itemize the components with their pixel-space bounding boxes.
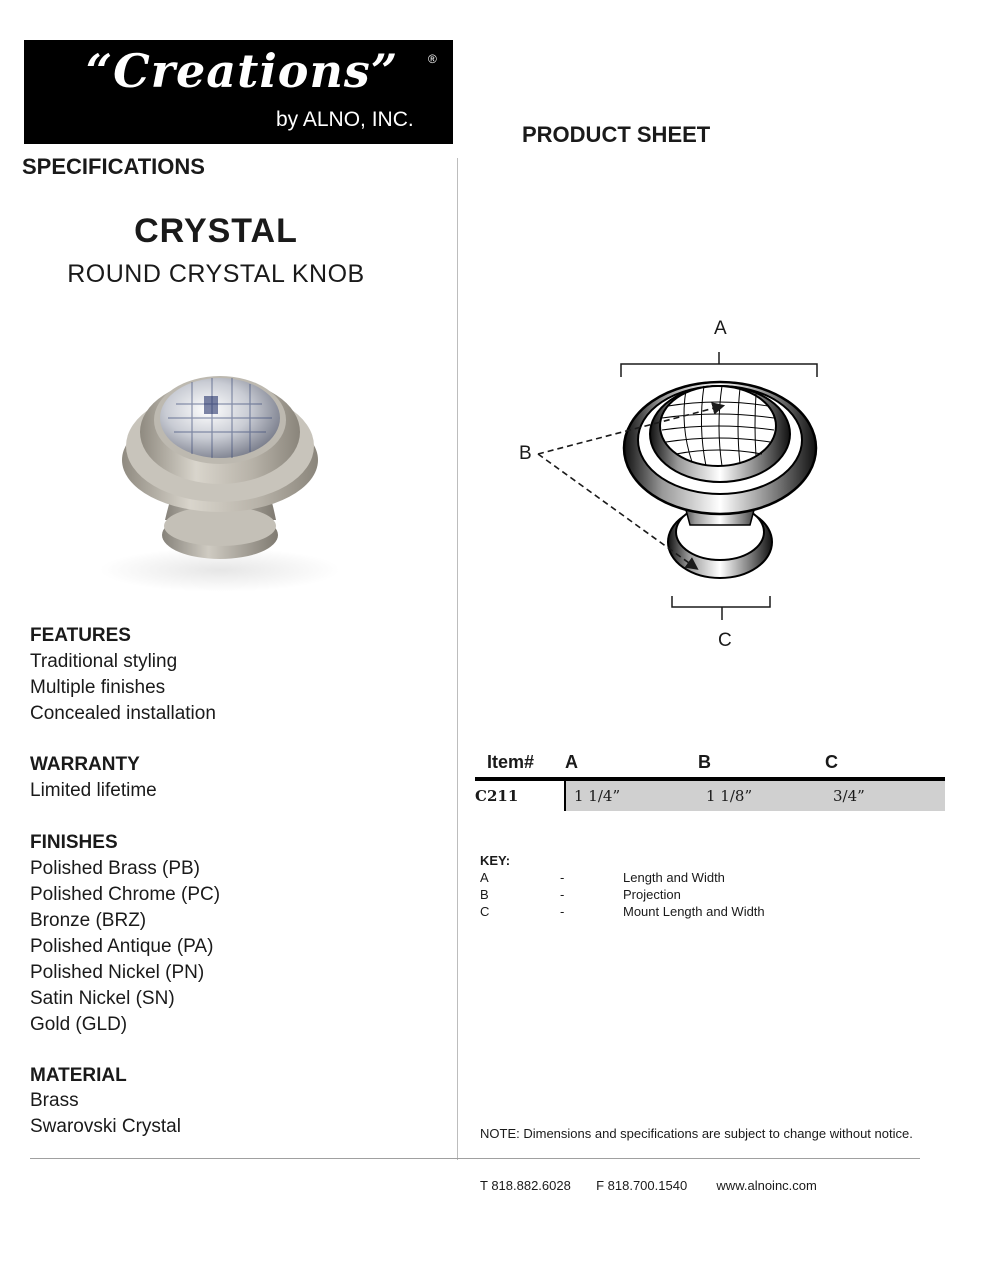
list-item: Limited lifetime xyxy=(30,780,157,801)
features-list xyxy=(30,649,216,727)
logo-company-name: by ALNO, INC. xyxy=(276,108,414,131)
column-header-b: B xyxy=(698,751,711,772)
website-link[interactable]: www.alnoinc.com xyxy=(716,1178,817,1193)
cell-a: 1 1/4” xyxy=(565,779,698,811)
key-description: Projection xyxy=(623,887,681,902)
spec-table xyxy=(475,747,945,811)
list-item: Satin Nickel (SN) xyxy=(30,988,175,1009)
logo-registered-mark: ® xyxy=(428,52,437,66)
features-title: FEATURES xyxy=(30,625,131,646)
dimension-a-bracket xyxy=(621,352,817,377)
key-title: KEY: xyxy=(480,853,511,868)
key-dash: - xyxy=(560,870,565,885)
specifications-heading: SPECIFICATIONS xyxy=(22,154,205,179)
spec-table-header xyxy=(475,747,945,779)
material-title: MATERIAL xyxy=(30,1065,127,1086)
finishes-list xyxy=(30,856,220,1038)
contact-info xyxy=(480,1178,817,1193)
logo-script-text: “Creations” xyxy=(85,44,399,98)
column-divider xyxy=(457,158,458,1160)
column-header-c: C xyxy=(825,751,838,772)
key-row xyxy=(480,869,725,886)
dimension-a-label: A xyxy=(714,318,727,339)
key-description: Mount Length and Width xyxy=(623,904,765,919)
cell-b: 1 1/8” xyxy=(698,779,825,811)
key-row xyxy=(480,886,681,903)
list-item: Traditional styling xyxy=(30,651,178,672)
key-row xyxy=(480,903,765,920)
list-item: Concealed installation xyxy=(30,703,216,724)
dimension-c-label: C xyxy=(718,630,732,651)
column-header-a: A xyxy=(565,751,578,772)
dimension-key xyxy=(480,852,765,920)
key-dash: - xyxy=(560,904,565,919)
dimension-c-bracket xyxy=(672,596,770,620)
list-item: Swarovski Crystal xyxy=(30,1116,181,1137)
list-item: Multiple finishes xyxy=(30,677,166,698)
table-row xyxy=(475,779,945,811)
list-item: Polished Chrome (PC) xyxy=(30,884,221,905)
knob-line-drawing xyxy=(624,382,816,578)
disclaimer-note: NOTE: Dimensions and specifications are subject to change without notice. xyxy=(480,1126,913,1141)
product-photo xyxy=(80,360,350,598)
column-header-item: Item# xyxy=(487,751,535,772)
warranty-list xyxy=(30,778,157,804)
product-name: CRYSTAL xyxy=(134,212,298,250)
product-subtitle: ROUND CRYSTAL KNOB xyxy=(67,260,365,288)
key-description: Length and Width xyxy=(623,870,725,885)
key-letter: B xyxy=(480,887,489,902)
cell-item: C211 xyxy=(475,787,519,805)
list-item: Brass xyxy=(30,1090,79,1111)
list-item: Polished Nickel (PN) xyxy=(30,962,205,983)
footer-divider xyxy=(30,1158,920,1159)
spec-table-wrapper xyxy=(475,747,945,811)
dimension-diagram xyxy=(500,310,860,660)
key-dash: - xyxy=(560,887,565,902)
warranty-title: WARRANTY xyxy=(30,754,140,775)
dimension-b-label: B xyxy=(519,443,532,464)
list-item: Gold (GLD) xyxy=(30,1014,128,1035)
material-list xyxy=(30,1088,181,1140)
list-item: Polished Antique (PA) xyxy=(30,936,214,957)
product-sheet-heading: PRODUCT SHEET xyxy=(522,122,711,147)
key-letter: C xyxy=(480,904,490,919)
cell-c: 3/4” xyxy=(825,779,945,811)
finishes-title: FINISHES xyxy=(30,832,118,853)
list-item: Polished Brass (PB) xyxy=(30,858,201,879)
key-letter: A xyxy=(480,870,489,885)
phone-number: T 818.882.6028 xyxy=(480,1178,571,1193)
list-item: Bronze (BRZ) xyxy=(30,910,147,931)
fax-number: F 818.700.1540 xyxy=(596,1178,688,1193)
